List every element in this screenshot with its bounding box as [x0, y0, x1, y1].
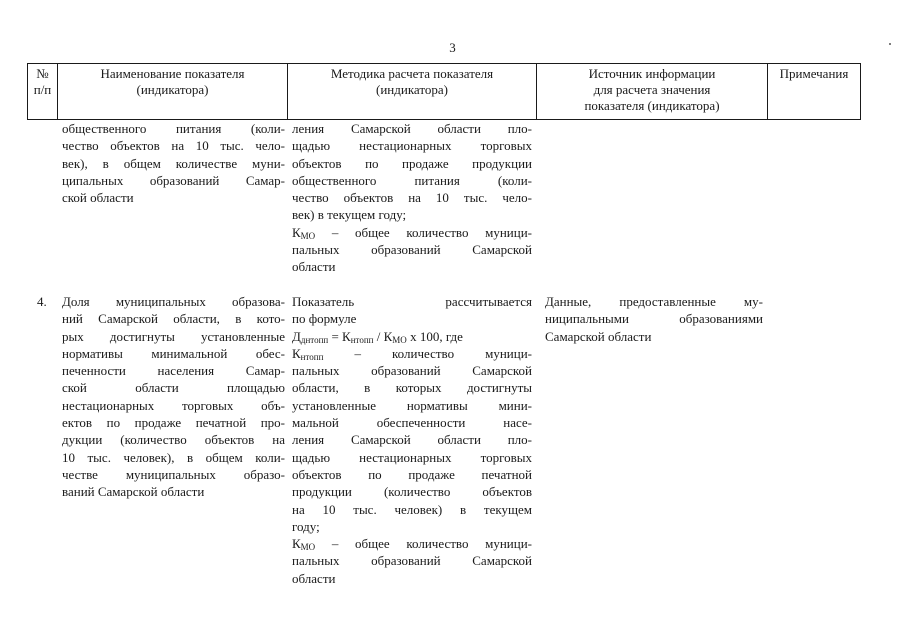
- header-name: [58, 64, 288, 120]
- row4-method-line: области, в которых достигнуты: [292, 380, 532, 396]
- header-line: №: [36, 66, 49, 81]
- row4-method-line: пальных образований Самарской: [292, 553, 532, 569]
- row4-method-line: на 10 тыс. человек) в текущем: [292, 501, 532, 517]
- row4-kmo-definition: $К_{МО}$ – общее количество муници-: [292, 536, 532, 553]
- row1-method-line: объектов по продаже продукции: [292, 155, 532, 171]
- row4-name-line: нестационарных торговых объ-: [62, 397, 285, 413]
- row4-number: 4.: [37, 294, 47, 309]
- header-num: [28, 64, 58, 120]
- header-source: [537, 64, 768, 120]
- indicator-table-header: [27, 63, 861, 120]
- header-line: (индикатора): [136, 82, 209, 97]
- row4-source-line: ниципальными образованиями: [545, 311, 763, 327]
- header-line: Источник информации: [588, 66, 716, 81]
- row4-name-line: Доля муниципальных образова-: [62, 294, 285, 309]
- row4-method-line: продукции (количество объектов: [292, 484, 532, 500]
- row1-method-line: пальных образований Самарской: [292, 242, 532, 258]
- header-line: для расчета значения: [593, 82, 711, 97]
- row1-method-line: щадью нестационарных торговых: [292, 138, 532, 154]
- row4-name-line: дукции (количество объектов на: [62, 432, 285, 448]
- row4-name-line: честве муниципальных образо-: [62, 466, 285, 482]
- row1-name-line: ципальных образований Самар-: [62, 172, 285, 188]
- row4-name-line: ваний Самарской области: [62, 484, 205, 500]
- row1-name-cell: [62, 120, 285, 206]
- row1-method-cell: [292, 120, 532, 276]
- row4-source-line: Данные, предоставленные му-: [545, 294, 763, 309]
- header-line: п/п: [33, 82, 52, 97]
- row1-name-line: чество объектов на 10 тыс. чело-: [62, 138, 285, 154]
- row4-name-line: ектов по продаже печатной про-: [62, 415, 285, 431]
- row1-method-line: ления Самарской области пло-: [292, 121, 532, 136]
- row4-name-line: рых достигнуты установленные: [62, 328, 285, 344]
- row4-name-line: нормативы минимальной обес-: [62, 345, 285, 361]
- row1-kmo-definition: $К_{МО}$ – общее количество муници-: [292, 224, 532, 241]
- row4-knto-definition: $К_{нтопп}$ – количество муници-: [292, 345, 532, 362]
- row4-method-intro: по формуле: [292, 311, 357, 327]
- row1-method-line: общественного питания (коли-: [292, 172, 532, 188]
- row4-name-line: 10 тыс. человек), в общем коли-: [62, 449, 285, 465]
- row4-name-cell: [62, 293, 285, 501]
- scan-speck: [889, 43, 891, 45]
- row4-method-line: пальных образований Самарской: [292, 363, 532, 379]
- row4-method-line: году;: [292, 518, 320, 534]
- row4-method-cell: [292, 293, 532, 587]
- row4-formula: $Д_{днтопп} = К_{нтопп} / К_{МО}$ х 100, где: [292, 328, 463, 345]
- row4-method-line: ления Самарской области пло-: [292, 432, 532, 448]
- header-notes: Примечания: [768, 64, 861, 120]
- row4-name-line: печенности населения Самар-: [62, 363, 285, 379]
- header-line: Методика расчета показателя: [330, 66, 494, 81]
- row1-name-line: общественного питания (коли-: [62, 121, 285, 136]
- row4-name-line: ний Самарской области, в кото-: [62, 311, 285, 327]
- header-line: Наименование показателя: [100, 66, 245, 81]
- row1-method-line: чество объектов на 10 тыс. чело-: [292, 190, 532, 206]
- row4-method-line: мальной обеспеченности насе-: [292, 415, 532, 431]
- row4-method-line: щадью нестационарных торговых: [292, 449, 532, 465]
- row4-method-line: установленные нормативы мини-: [292, 397, 532, 413]
- header-line: показателя (индикатора): [584, 98, 720, 113]
- header-line: (индикатора): [376, 82, 448, 97]
- row4-name-line: ской области площадью: [62, 380, 285, 396]
- row4-method-intro: Показатель рассчитывается: [292, 294, 532, 309]
- row4-method-line: объектов по продаже печатной: [292, 466, 532, 482]
- header-method: [288, 64, 537, 120]
- row4-method-line: области: [292, 570, 336, 586]
- row1-method-line: области: [292, 259, 336, 275]
- row1-name-line: ской области: [62, 190, 134, 206]
- page-number: 3: [449, 40, 456, 55]
- row1-name-line: век), в общем количестве муни-: [62, 155, 285, 171]
- row4-source-cell: [545, 293, 763, 345]
- row1-method-line: век) в текущем году;: [292, 207, 407, 223]
- row4-source-line: Самарской области: [545, 328, 652, 344]
